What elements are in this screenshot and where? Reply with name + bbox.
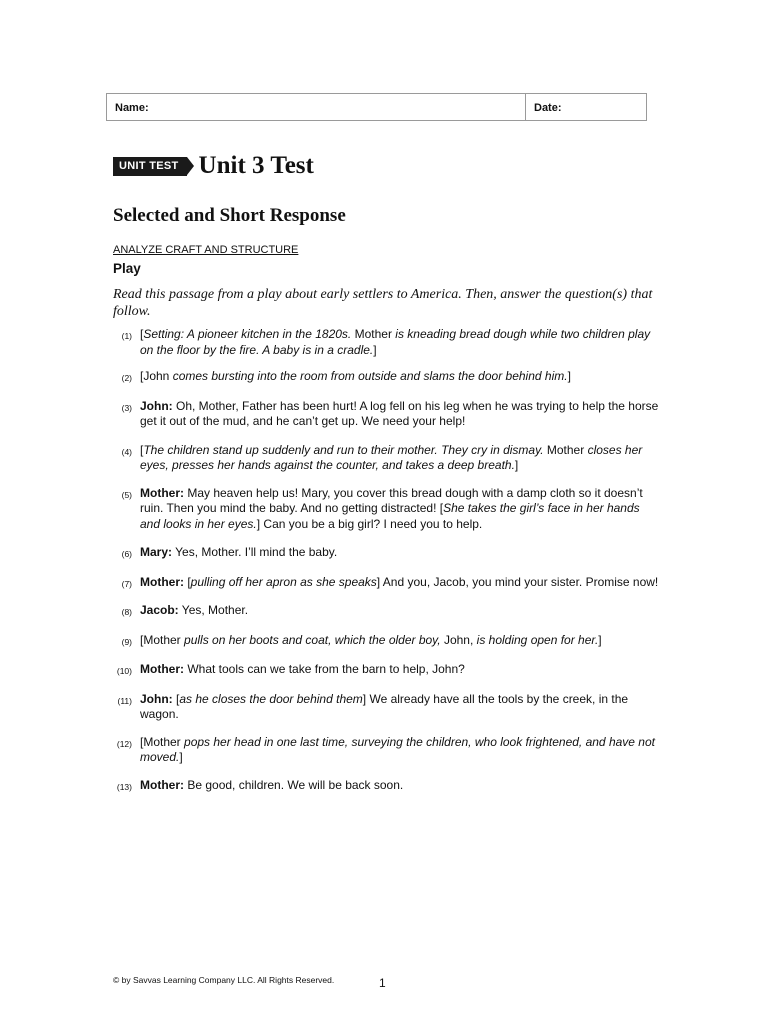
- dialogue-text: [: [172, 691, 180, 706]
- dialogue-text: [: [140, 442, 144, 457]
- passage-line: [100, 486, 660, 533]
- line-number: (6): [121, 549, 132, 559]
- stage-direction: comes bursting into the room from outside and slams the door behind him.: [172, 369, 568, 383]
- dialogue-text: ]: [567, 369, 571, 383]
- line-number: (7): [121, 578, 132, 589]
- line-number: (9): [121, 636, 132, 647]
- dialogue-text: Mother: [543, 442, 588, 457]
- line-number: (5): [121, 489, 132, 500]
- line-number: (2): [121, 373, 132, 383]
- dialogue-text: ] And you, Jacob, you mind your sister. Promise now!: [376, 574, 659, 589]
- passage-line: [100, 662, 660, 680]
- copyright: © by Savvas Learning Company LLC. All Rights Reserved.: [113, 975, 335, 985]
- passage: [100, 327, 660, 795]
- line-text: [140, 399, 660, 430]
- line-number: (13): [116, 781, 132, 792]
- category-label: ANALYZE CRAFT AND STRUCTURE: [113, 244, 299, 256]
- line-text: [140, 327, 660, 358]
- instructions: Read this passage from a play about early settlers to America. Then, answer the question(s) that follow.: [113, 287, 653, 319]
- dialogue-text: Be good, children. We will be back soon.: [184, 777, 404, 792]
- section-title: Selected and Short Response: [113, 205, 346, 226]
- name-field[interactable]: [107, 94, 526, 120]
- line-number: (12): [116, 738, 132, 749]
- dialogue-text: [Mother: [140, 632, 185, 647]
- passage-line: [100, 735, 660, 766]
- line-text: [140, 369, 660, 385]
- passage-line: [100, 603, 660, 621]
- line-text: [140, 662, 660, 678]
- dialogue-text: ] Can you be a big girl? I need you to help.: [256, 516, 483, 531]
- date-label: Date:: [534, 102, 562, 114]
- name-label: Name:: [115, 102, 149, 114]
- dialogue-text: Yes, Mother.: [178, 603, 249, 617]
- speaker-name: Mother:: [140, 777, 184, 792]
- line-text: [140, 443, 660, 474]
- passage-line: [100, 778, 660, 796]
- line-number: (3): [121, 402, 132, 413]
- line-number: (4): [121, 446, 132, 457]
- line-number: (10): [116, 666, 132, 676]
- speaker-name: Mother:: [140, 485, 184, 500]
- speaker-name: Jacob:: [140, 603, 179, 617]
- dialogue-text: ]: [373, 342, 377, 357]
- dialogue-text: [: [140, 327, 144, 341]
- stage-direction: pulling off her apron as she speaks: [190, 574, 377, 589]
- stage-direction: Setting: A pioneer kitchen in the 1820s.: [143, 327, 352, 341]
- passage-line: [100, 692, 660, 723]
- dialogue-text: [: [184, 574, 191, 589]
- dialogue-text: Mother: [351, 327, 396, 341]
- dialogue-text: May heaven help us! Mary, you cover this bread dough with a damp cloth so it doesn’t ruin. Then you mind the baby. And no getting distracted! [: [140, 485, 643, 515]
- dialogue-text: ] We already have all the tools by the creek, in the wagon.: [140, 691, 629, 721]
- stage-direction: closes her eyes, presses her hands against the counter, and takes a deep breath.: [140, 442, 643, 472]
- stage-direction: pops her head in one last time, surveying the children, who look frightened, and have not moved.: [140, 734, 655, 764]
- dialogue-text: ]: [179, 750, 183, 764]
- speaker-name: Mother:: [140, 662, 184, 676]
- line-text: [140, 486, 660, 533]
- passage-line: [100, 633, 660, 651]
- title-row: [113, 152, 314, 180]
- line-text: [140, 735, 660, 766]
- line-text: [140, 692, 660, 723]
- header-box: [106, 93, 647, 121]
- stage-direction: pulls on her boots and coat, which the older boy,: [184, 632, 441, 647]
- dialogue-text: ]: [598, 632, 602, 647]
- date-field[interactable]: [526, 94, 646, 120]
- passage-line: [100, 327, 660, 358]
- line-text: [140, 778, 660, 794]
- line-number: (8): [121, 607, 132, 617]
- line-text: [140, 575, 660, 591]
- line-text: [140, 603, 660, 619]
- speaker-name: John:: [140, 398, 173, 413]
- line-text: [140, 545, 660, 561]
- line-number: (1): [121, 331, 132, 341]
- passage-line: [100, 545, 660, 563]
- speaker-name: Mother:: [140, 574, 184, 589]
- passage-line: [100, 443, 660, 474]
- stage-direction: The children stand up suddenly and run to their mother. They cry in dismay.: [143, 442, 544, 457]
- passage-line: [100, 575, 660, 593]
- passage-line: [100, 369, 660, 387]
- stage-direction: She takes the girl’s face in her hands and looks in her eyes.: [140, 501, 640, 531]
- dialogue-text: ]: [514, 458, 519, 472]
- unit-test-badge: UNIT TEST: [113, 157, 187, 176]
- stage-direction: is kneading bread dough while two children play on the floor by the fire. A baby is in a cradle.: [140, 327, 651, 357]
- dialogue-text: John,: [440, 632, 477, 647]
- dialogue-text: What tools can we take from the barn to help, John?: [184, 662, 465, 676]
- dialogue-text: [Mother: [140, 734, 185, 749]
- line-text: [140, 633, 660, 649]
- speaker-name: John:: [140, 691, 173, 706]
- stage-direction: as he closes the door behind them: [179, 691, 363, 706]
- stage-direction: is holding open for her.: [476, 632, 599, 647]
- dialogue-text: [John: [140, 369, 173, 383]
- dialogue-text: Oh, Mother, Father has been hurt! A log fell on his leg when he was trying to help the horse get it out of the mud, and he can’t get up. We need your help!: [140, 398, 659, 428]
- speaker-name: Mary:: [140, 545, 173, 559]
- passage-line: [100, 399, 660, 430]
- genre-label: Play: [113, 261, 141, 276]
- page-title: Unit 3 Test: [198, 152, 314, 179]
- page-number: 1: [379, 976, 386, 990]
- dialogue-text: Yes, Mother. I’ll mind the baby.: [172, 545, 338, 559]
- line-number: (11): [117, 695, 132, 706]
